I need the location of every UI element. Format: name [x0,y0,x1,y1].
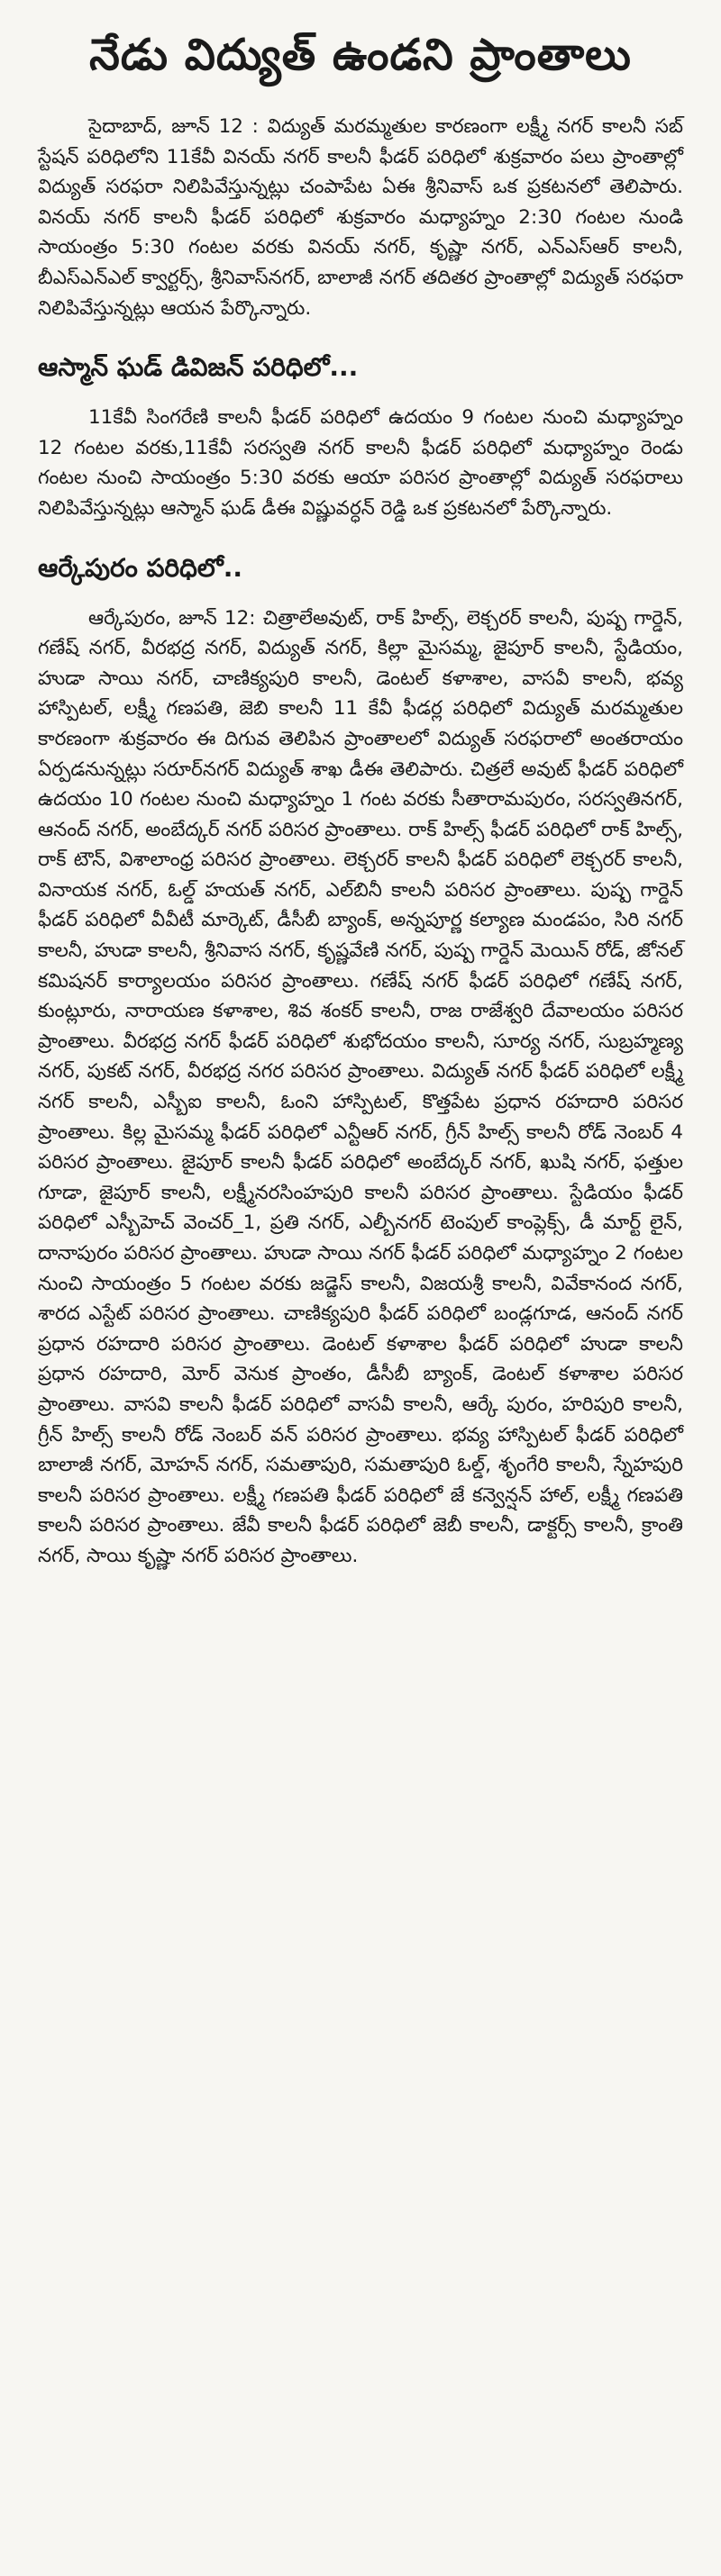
article-headline: నేడు విద్యుత్‌ ఉండని ప్రాంతాలు [89,30,632,80]
section-saidabad [38,112,683,323]
article-paragraph: సైదాబాద్‌, జూన్‌ 12 : విద్యుత్‌ మరమ్మతుల కారణంగా లక్ష్మీ నగర్‌ కాలనీ సబ్‌ స్టేషన్‌ పరిధిలోని 11కేవీ వినయ్‌ నగర్‌ కాలనీ ఫీడర్‌ పరిధిలో శుక్రవారం పలు ప్రాంతాల్లో విద్యుత్‌ సరఫరా నిలిపివేస్తున్నట్లు చంపాపేట ఏఈ శ్రీనివాస్‌ ఒక ప్రకటనలో తెలిపారు. వినయ్‌ నగర్‌ కాలనీ ఫీడర్‌ పరిధిలో శుక్రవారం మధ్యాహ్నం 2:30 గంటల నుండి సాయంత్రం 5:30 గంటల వరకు వినయ్‌ నగర్‌, కృష్ణా నగర్‌, ఎన్‌ఎస్‌ఆర్‌ కాలనీ, బీఎస్‌ఎన్‌ఎల్‌ క్వార్టర్స్‌, శ్రీనివాస్‌నగర్‌, బాలాజీ నగర్‌ తదితర ప్రాంతాల్లో విద్యుత్‌ సరఫరా నిలిపివేస్తున్నట్లు ఆయన పేర్కొన్నారు. [38,115,683,320]
section-asmanghad [38,347,683,523]
section-rkpuram [38,548,683,1572]
section-heading: ఆర్కేపురం పరిధిలో.. [38,552,242,583]
section-heading: ఆస్మాన్‌ ఘడ్‌ డివిజన్‌ పరిధిలో... [38,352,359,383]
article-paragraph: ఆర్కేపురం, జూన్‌ 12: చిత్రాలేఅవుట్‌, రాక్‌ హిల్స్‌, లెక్చరర్‌ కాలనీ, పుష్ప గార్డెన్‌, గణేష్‌ నగర్‌, వీరభద్ర నగర్‌, విద్యుత్‌ నగర్‌, కిల్లా మైసమ్మ, జైపూర్‌ కాలనీ, స్టేడియం, హుడా సాయి నగర్‌, చాణిక్యపురి కాలనీ, డెంటల్‌ కళాశాల, వాసవీ కాలనీ, భవ్య హాస్పిటల్‌, లక్ష్మీ గణపతి, జెబి కాలనీ 11 కేవీ ఫీడర్ల పరిధిలో విద్యుత్‌ మరమ్మతుల కారణంగా శుక్రవారం ఈ దిగువ తెలిపిన ప్రాంతాలలో విద్యుత్‌ సరఫరాలో అంతరాయం ఏర్పడనున్నట్లు సరూర్‌నగర్‌ విద్యుత్‌ శాఖ డీఈ తెలిపారు. చిత్రలే అవుట్‌ ఫీడర్‌ పరిధిలో ఉదయం 10 గంటల నుంచి మధ్యాహ్నం 1 గంట వరకు సీతారామపురం, సరస్వతినగర్‌, ఆనంద్‌ నగర్‌, అంబేద్కర్‌ నగర్‌ పరిసర ప్రాంతాలు. రాక్‌ హిల్స్‌ ఫీడర్‌ పరిధిలో రాక్‌ హిల్స్‌, రాక్‌ టౌన్‌, విశాలాంధ్ర పరిసర ప్రాంతాలు. లెక్చరర్‌ కాలనీ ఫీడర్‌ పరిధిలో లెక్చరర్‌ కాలనీ, వినాయక నగర్‌, ఓల్డ్‌ హయత్‌ నగర్‌, ఎల్‌బినీ కాలనీ పరిసర ప్రాంతాలు. పుష్ప గార్డెన్‌ ఫీడర్‌ పరిధిలో వీవీటీ మార్కెట్‌, డీసీబీ బ్యాంక్‌, అన్నపూర్ణ కల్యాణ మండపం, సిరి నగర్‌ కాలనీ, హుడా కాలనీ, శ్రీనివాస నగర్‌, కృష్ణవేణి నగర్‌, పుష్ప గార్డెన్‌ మెయిన్‌ రోడ్‌, జోనల్‌ కమిషనర్‌ కార్యాలయం పరిసర ప్రాంతాలు. గణేష్‌ నగర్‌ ఫీడర్‌ పరిధిలో గణేష్‌ నగర్‌, కుంట్లూరు, నారాయణ కళాశాల, శివ శంకర్‌ కాలనీ, రాజ రాజేశ్వరి దేవాలయం పరిసర ప్రాంతాలు. వీరభద్ర నగర్‌ ఫీడర్‌ పరిధిలో శుభోదయం కాలనీ, సూర్య నగర్‌, సుబ్రహ్మణ్య నగర్‌, పుకట్‌ నగర్‌, వీరభద్ర నగర పరిసర ప్రాంతాలు. విద్యుత్‌ నగర్‌ ఫీడర్‌ పరిధిలో లక్ష్మీ నగర్‌ కాలనీ, ఎస్బీఐ కాలనీ, ఓంని హాస్పిటల్‌, కొత్తపేట ప్రధాన రహదారి పరిసర ప్రాంతాలు. కిల్ల మైసమ్మ ఫీడర్‌ పరిధిలో ఎన్టీఆర్‌ నగర్‌, గ్రీన్‌ హిల్స్‌ కాలనీ రోడ్‌ నెంబర్‌ 4 పరిసర ప్రాంతాలు. జైపూర్‌ కాలనీ ఫీడర్‌ పరిధిలో అంబేద్కర్‌ నగర్‌, ఖుషి నగర్‌, ఫత్తుల గూడా, జైపూర్‌ కాలనీ, లక్ష్మీనరసింహపురి కాలనీ పరిసర ప్రాంతాలు. స్టేడియం ఫీడర్‌ పరిధిలో ఎస్బీహెచ్‌ వెంచర్‌_1, ప్రతి నగర్‌, ఎల్బీనగర్‌ టెంపుల్‌ కాంప్లెక్స్‌, డీ మార్ట్‌ లైన్‌, దానాపురం పరిసర ప్రాంతాలు. హుడా సాయి నగర్‌ ఫీడర్‌ పరిధిలో మధ్యాహ్నం 2 గంటల నుంచి సాయంత్రం 5 గంటల వరకు జడ్జెస్‌ కాలనీ, విజయశ్రీ కాలనీ, వివేకానంద నగర్‌, శారద ఎస్టేట్‌ పరిసర ప్రాంతాలు. చాణిక్యపురి ఫీడర్‌ పరిధిలో బండ్లగూడ, ఆనంద్‌ నగర్‌ ప్రధాన రహదారి పరిసర ప్రాంతాలు. డెంటల్‌ కళాశాల ఫీడర్‌ పరిధిలో హుడా కాలనీ ప్రధాన రహదారి, మోర్‌ వెనుక ప్రాంతం, డీసీబీ బ్యాంక్‌, డెంటల్‌ కళాశాల పరిసర ప్రాంతాలు. వాసవి కాలనీ ఫీడర్‌ పరిధిలో వాసవీ కాలనీ, ఆర్కే పురం, హరిపురి కాలనీ, గ్రీన్‌ హిల్స్‌ కాలనీ రోడ్‌ నెంబర్‌ వన్‌ పరిసర ప్రాంతాలు. భవ్య హాస్పిటల్‌ ఫీడర్‌ పరిధిలో బాలాజీ నగర్‌, మోహన్‌ నగర్‌, సమతాపురి, సమతాపురి ఓల్డ్‌, శృంగేరి కాలనీ, స్నేహపురి కాలనీ పరిసర ప్రాంతాలు. లక్ష్మీ గణపతి ఫీడర్‌ పరిధిలో జే కన్వెన్షన్‌ హాల్‌, లక్ష్మీ గణపతి కాలనీ పరిసర ప్రాంతాలు. జేవీ కాలనీ ఫీడర్‌ పరిధిలో జెబీ కాలనీ, డాక్టర్స్‌ కాలనీ, క్రాంతి నగర్‌, సాయి కృష్ణా నగర్‌ పరిసర ప్రాంతాలు. [38,606,683,1567]
article-paragraph: 11కేవీ సింగరేణి కాలనీ ఫీడర్‌ పరిధిలో ఉదయం 9 గంటల నుంచి మధ్యాహ్నం 12 గంటల వరకు,11కేవీ సరస్వతి నగర్‌ కాలనీ ఫీడర్‌ పరిధిలో మధ్యాహ్నం రెండు గంటల నుంచి సాయంత్రం 5:30 వరకు ఆయా పరిసర ప్రాంతాల్లో విద్యుత్‌ సరఫరాలు నిలిపివేస్తున్నట్లు ఆస్మాన్‌ ఘడ్‌ డీఈ విష్ణువర్ధన్‌ రెడ్డి ఒక ప్రకటనలో పేర్కొన్నారు. [38,406,683,520]
